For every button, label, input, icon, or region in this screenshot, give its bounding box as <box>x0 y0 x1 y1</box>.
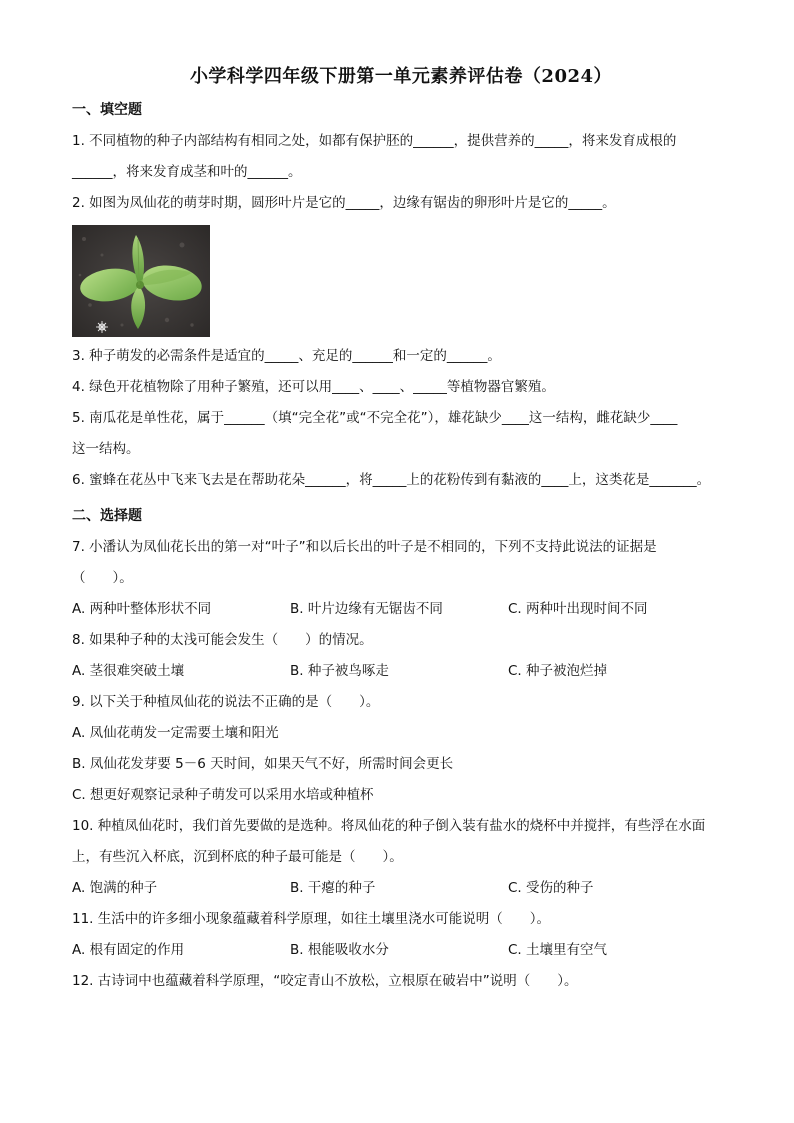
question-10-line-1: 10. 种植凤仙花时，我们首先要做的是选种。将凤仙花的种子倒入装有盐水的烧杯中并搅拌，有些浮在水面 <box>72 818 706 834</box>
question-7-option-c: C. 两种叶出现时间不同 <box>508 601 648 617</box>
question-10-options <box>72 873 730 904</box>
question-2: 2. 如图为凤仙花的萌芽时期，圆形叶片是它的_____，边缘有锯齿的卵形叶片是它的_____。 <box>72 195 616 211</box>
question-5-line-2: 这一结构。 <box>72 441 140 457</box>
question-7-line-2: （ ）。 <box>72 570 133 586</box>
question-7-option-b: B. 叶片边缘有无锯齿不同 <box>290 601 443 617</box>
question-8-options <box>72 656 730 687</box>
question-10-line-2: 上，有些沉入杯底，沉到杯底的种子最可能是（ ）。 <box>72 849 403 865</box>
section-title-fill: 一、填空题 <box>72 102 142 118</box>
question-7-options <box>72 594 730 625</box>
question-9: 9. 以下关于种植凤仙花的说法不正确的是（ ）。 <box>72 694 380 710</box>
question-8-option-b: B. 种子被鸟啄走 <box>290 663 389 679</box>
question-8-option-a: A. 茎很难突破土壤 <box>72 663 185 679</box>
question-1-line-1: 1. 不同植物的种子内部结构有相同之处，如都有保护胚的______，提供营养的_____，将来发育成根的 <box>72 133 677 149</box>
question-7-line-1: 7. 小潘认为凤仙花长出的第一对“叶子”和以后长出的叶子是不相同的，下列不支持此说法的证据是 <box>72 539 657 555</box>
question-11: 11. 生活中的许多细小现象蕴藏着科学原理，如往土壤里浇水可能说明（ ）。 <box>72 911 551 927</box>
section-title-choice: 二、选择题 <box>72 508 142 524</box>
question-8: 8. 如果种子种的太浅可能会发生（ ）的情况。 <box>72 632 373 648</box>
question-9-option-c: C. 想更好观察记录种子萌发可以采用水培或种植杯 <box>72 787 374 803</box>
question-10-option-c: C. 受伤的种子 <box>508 880 594 896</box>
question-8-option-c: C. 种子被泡烂掉 <box>508 663 608 679</box>
question-9-option-b: B. 凤仙花发芽要 5－6 天时间，如果天气不好，所需时间会更长 <box>72 756 454 772</box>
question-1-line-2: ______，将来发育成茎和叶的______。 <box>72 164 302 180</box>
question-4: 4. 绿色开花植物除了用种子繁殖，还可以用____、____、_____等植物器官繁殖。 <box>72 379 555 395</box>
question-11-option-b: B. 根能吸收水分 <box>290 942 389 958</box>
question-11-option-c: C. 土壤里有空气 <box>508 942 608 958</box>
question-6: 6. 蜜蜂在花丛中飞来飞去是在帮助花朵______，将_____上的花粉传到有黏液的____上，这类花是_______。 <box>72 472 711 488</box>
question-12: 12. 古诗词中也蕴藏着科学原理，“咬定青山不放松，立根原在破岩中”说明（ ）。 <box>72 973 578 989</box>
question-7-option-a: A. 两种叶整体形状不同 <box>72 601 212 617</box>
question-3: 3. 种子萌发的必需条件是适宜的_____、充足的______和一定的______。 <box>72 348 501 364</box>
question-10-option-a: A. 饱满的种子 <box>72 880 158 896</box>
sprout-photo <box>72 225 210 337</box>
question-5-line-1: 5. 南瓜花是单性花，属于______（填“完全花”或“不完全花”），雄花缺少____这一结构，雌花缺少____ <box>72 410 678 426</box>
question-11-option-a: A. 根有固定的作用 <box>72 942 185 958</box>
question-9-option-a: A. 凤仙花萌发一定需要土壤和阳光 <box>72 725 279 741</box>
question-10-option-b: B. 干瘪的种子 <box>290 880 376 896</box>
page-title: 小学科学四年级下册第一单元素养评估卷（2024） <box>189 66 613 87</box>
question-11-options <box>72 935 730 966</box>
